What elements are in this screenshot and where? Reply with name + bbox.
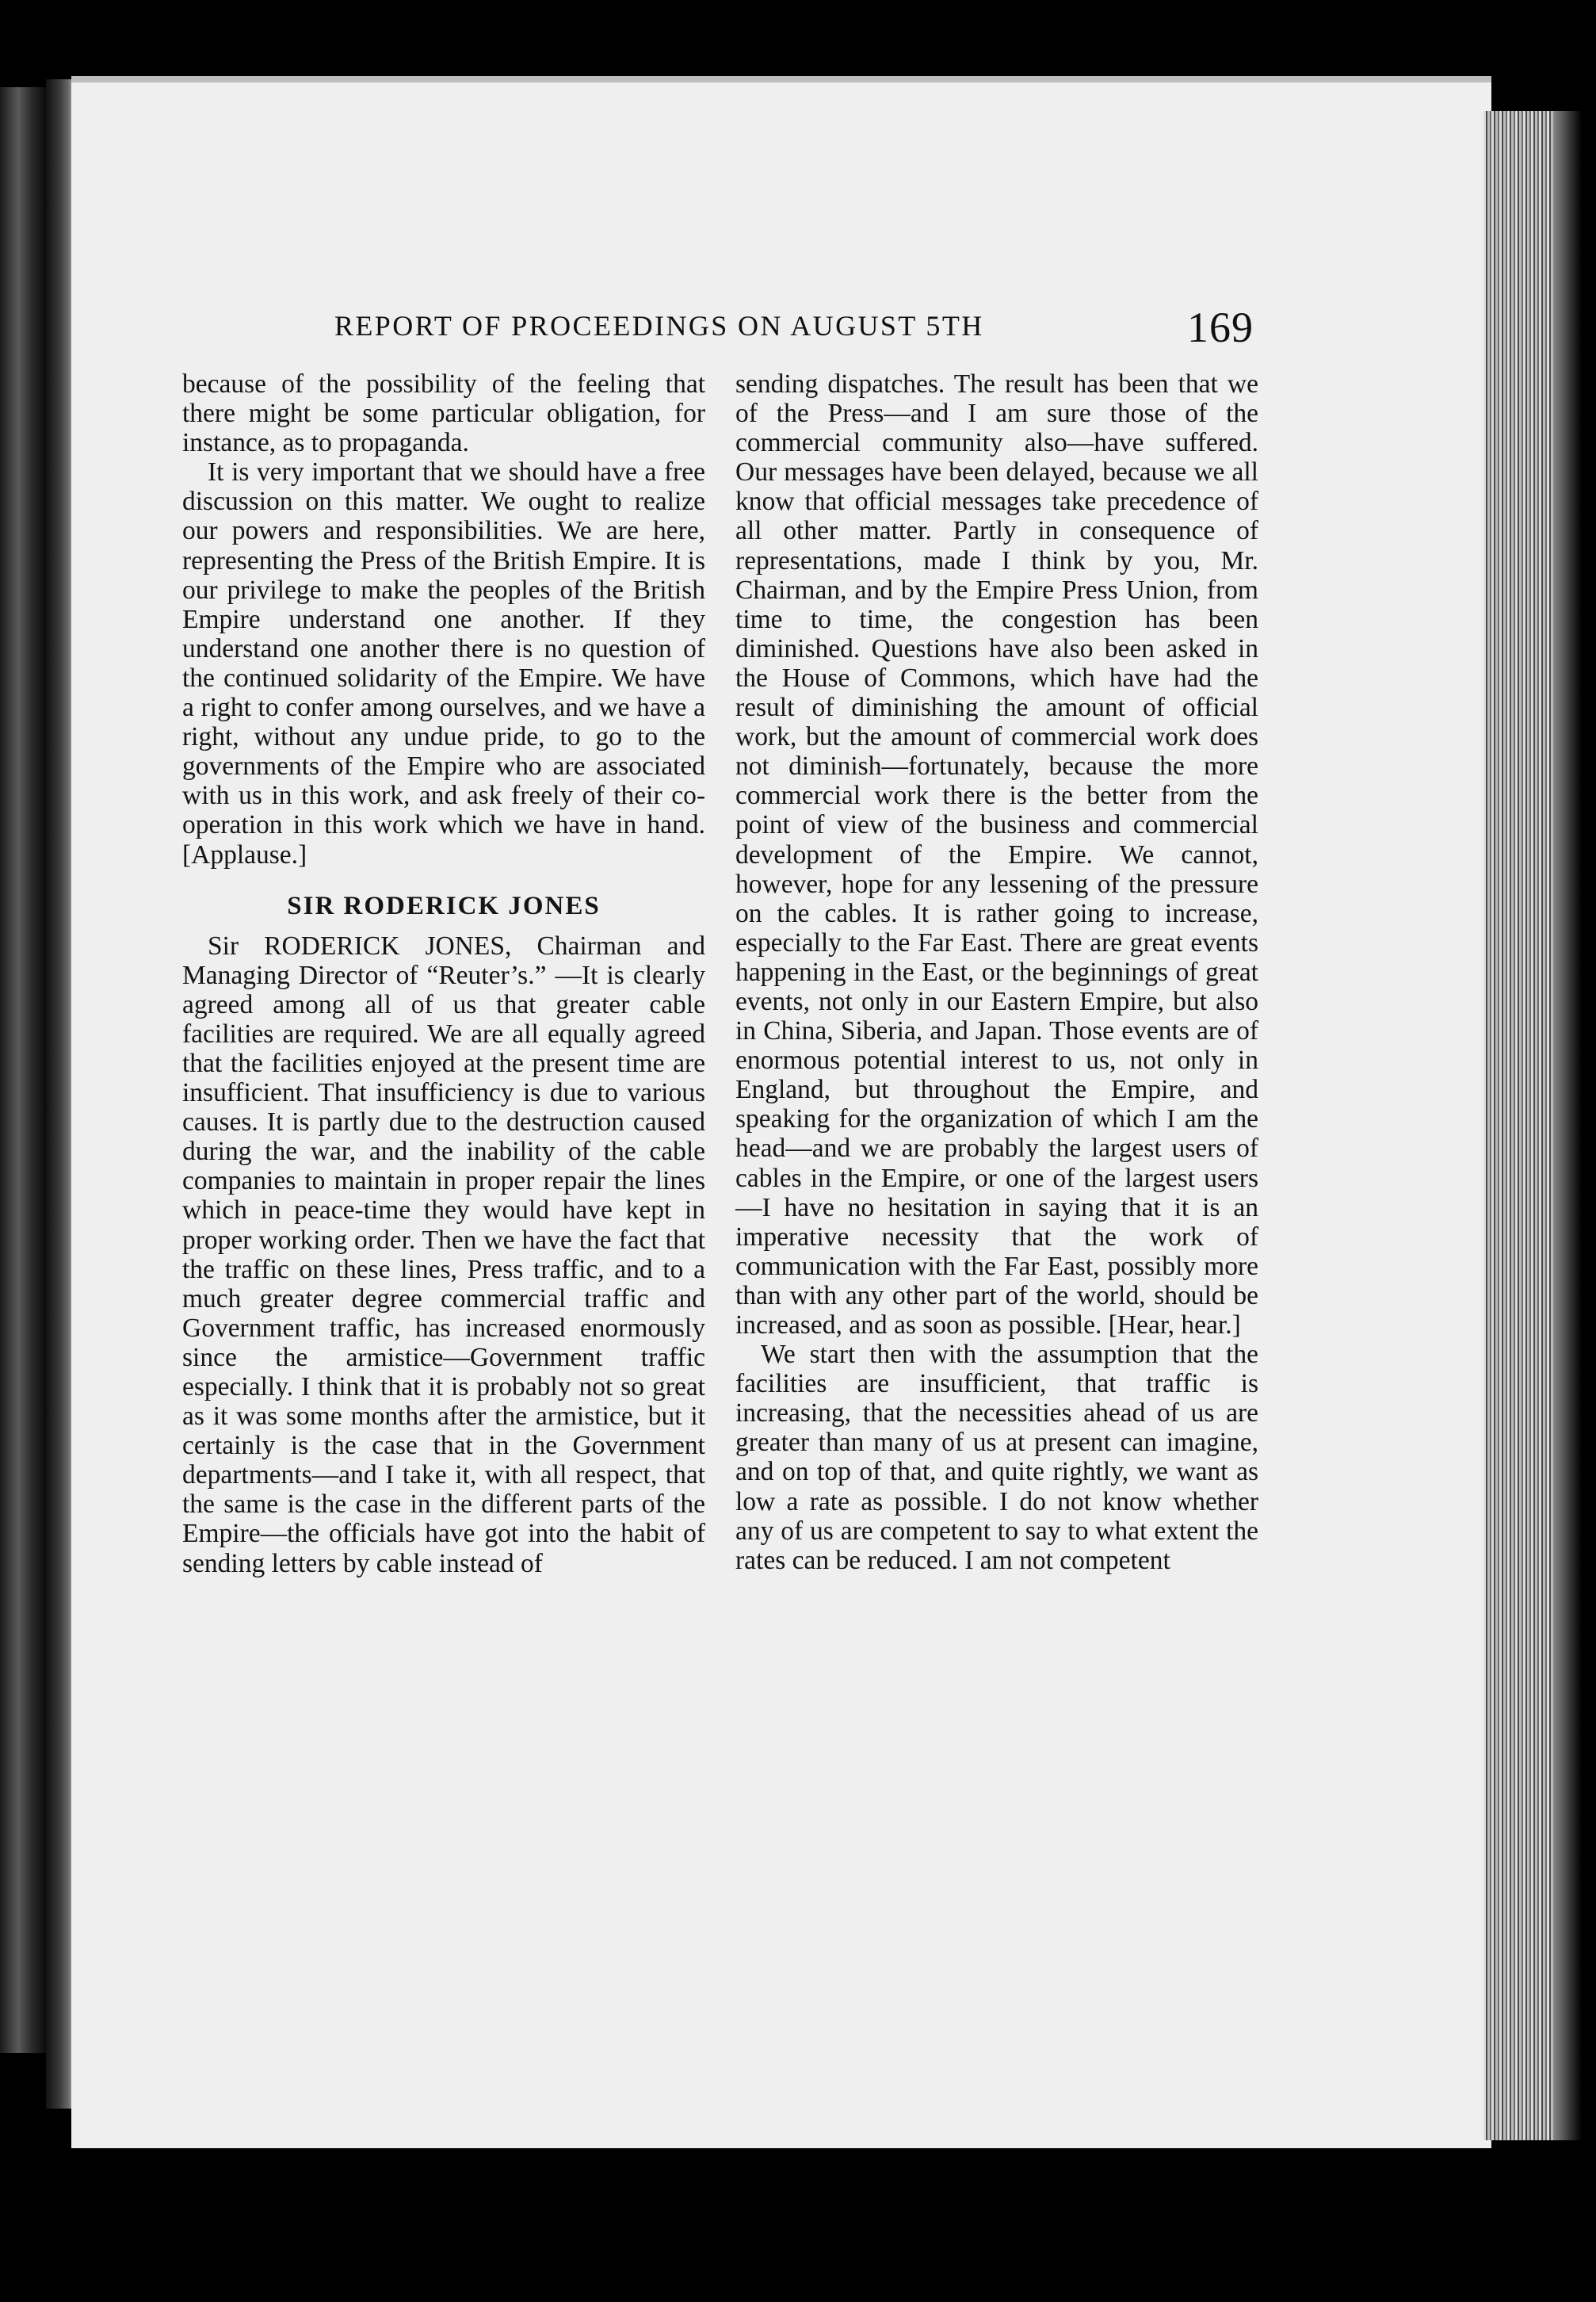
facing-page-edge (0, 87, 46, 2053)
page-edges-shadow (1553, 111, 1582, 2140)
right-continued-paragraph: sending dispatches. The result has been that we of the Press—and I am sure those of the commercial community also—have suffered. Our messages have been delayed, because we all know that official messages take precedence of all other matter. Partly in consequence of representations, made I think by you, Mr. Chairman, and by the Empire Press Union, from time to time, the congestion has been diminished. Questions have also been asked in the House of Commons, which have had the result of diminishing the amount of official work, but the amount of commercial work does not diminish—fortunately, because the more commercial work there is the better from the point of view of the business and commercial development of the Empire. We cannot, however, hope for any lessening of the pressure on the cables. It is rather going to increase, especially to the Far East. There are great events happening in the East, or the beginnings of great events, not only in our Eastern Empire, but also in China, Siberia, and Japan. Those events are of enormous potential interest to us, not only in England, but throughout the Empire, and speaking for the organization of which I am the head—and we are probably the largest users of cables in the Empire, or one of the largest users—I have no hesitation in saying that it is an imperative necessity that the work of communication with the Far East, possibly more than with any other part of the world, should be increased, and as soon as possible. [Hear, hear.] (735, 369, 1258, 1340)
right-paragraph-2: We start then with the assumption that the facilities are insufficient, that traffic is increasing, that the necessities ahead of us are greater than many of us at present can imagine, and on top of that, and quite rightly, we want as low a rate as possible. I do not know whether any of us are competent to say to what extent the rates can be reduced. I am not competent (735, 1340, 1258, 1575)
left-opening-paragraph: because of the possibility of the feeling that there might be some particular obligation, for instance, as to propaganda. (182, 369, 705, 458)
page-number: 169 (1187, 304, 1254, 351)
left-paragraph-3: Sir RODERICK JONES, Chairman and Managing Director of “Reuter’s.” —It is clearly agreed among all of us that greater cable facilities are required. We are all equally agreed that the facilities enjoyed at the present time are insufficient. That insufficiency is due to various causes. It is partly due to the destruction caused during the war, and the inability of the cable companies to maintain in proper repair the lines which in peace-time they would have kept in proper working order. Then we have the fact that the traffic on these lines, Press traffic, and to a much greater degree commercial traffic and Government traffic, has increased enormously since the armistice—Government traffic especially. I think that it is probably not so great as it was some months after the armistice, but it certainly is the case that in the Government departments—and I take it, with all respect, that the same is the case in the different parts of the Empire—the officials have got into the habit of sending letters by cable instead of (182, 931, 705, 1578)
left-paragraph-2: It is very important that we should have a free discussion on this matter. We ought to realize our powers and responsibilities. We are here, representing the Press of the British Empire. It is our privilege to make the peoples of the British Empire understand one another. If they understand one another there is no question of the continued solidarity of the Empire. We have a right to confer among ourselves, and we have a right, without any undue pride, to go to the governments of the Empire who are associated with us in this work, and ask freely of their co-operation in this work which we have in hand. [Applause.] (182, 457, 705, 870)
section-heading: SIR RODERICK JONES (287, 891, 601, 920)
page-header (334, 304, 1254, 357)
left-column (182, 369, 705, 1578)
right-column (735, 369, 1258, 1575)
running-head: REPORT OF PROCEEDINGS ON AUGUST 5TH (334, 310, 984, 342)
